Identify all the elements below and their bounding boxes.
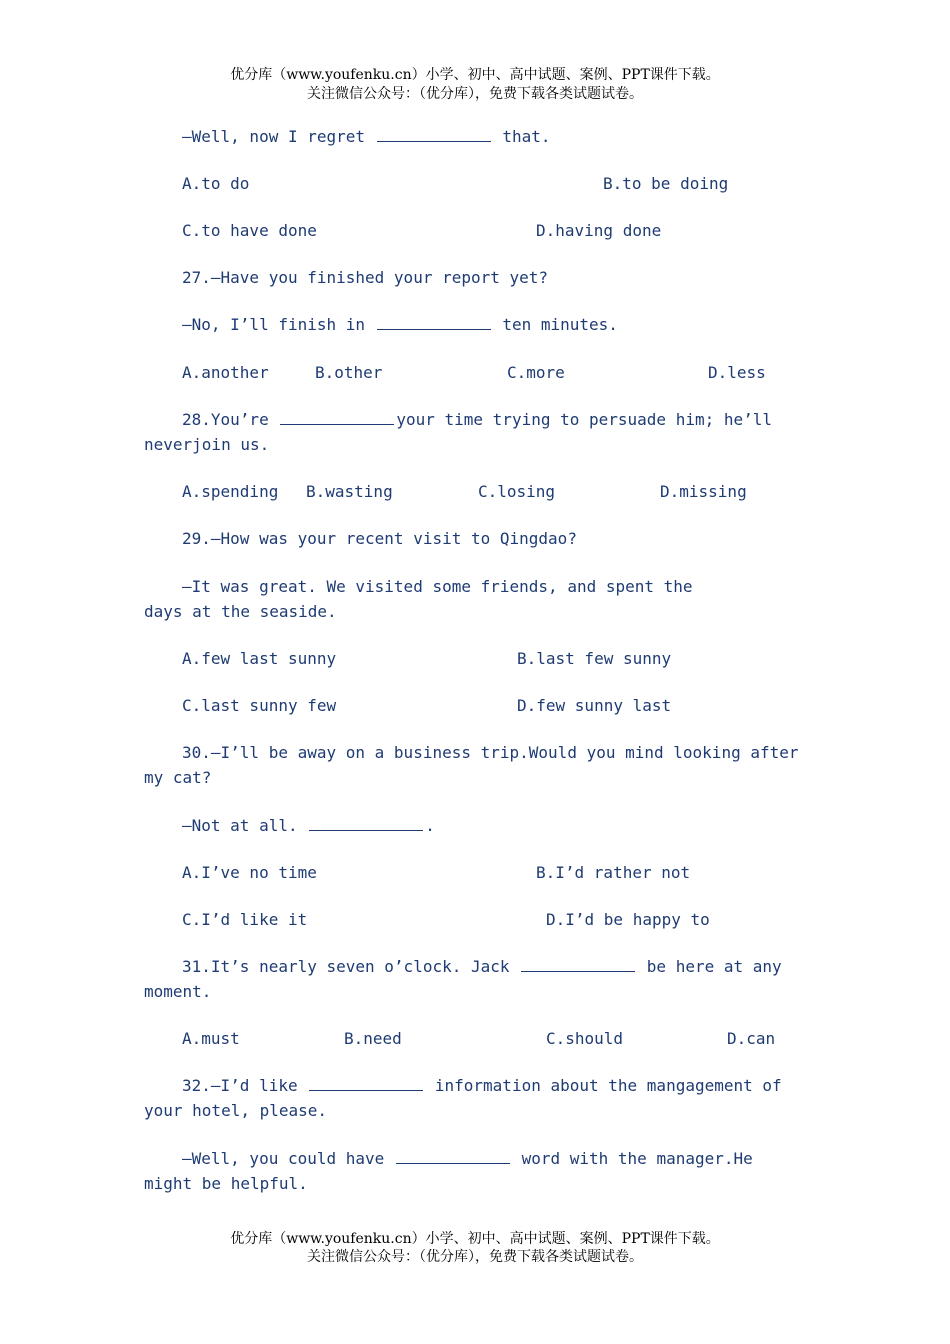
q29-answer-line: —It was great. We visited some friends, and spent the: [182, 577, 693, 596]
q30-answer-line: [182, 816, 435, 836]
header-line-2: 关注微信公众号：（优分库），免费下载各类试题试卷。: [307, 86, 643, 102]
q29-answer-cont: days at the seaside.: [144, 602, 337, 621]
q32-blank-2: [396, 1149, 510, 1164]
q32-answer-cont: might be helpful.: [144, 1174, 308, 1193]
q27-text-b: ten minutes.: [502, 315, 618, 334]
header-line-1: 优分库（www.youfenku.cn）小学、初中、高中试题、案例、PPT课件下载。: [230, 67, 720, 83]
q26-option-b: B.to be doing: [603, 174, 729, 193]
q31-question: [182, 957, 782, 977]
q31-option-d: D.can: [727, 1029, 776, 1048]
q30-option-c: C.I’d like it: [182, 910, 308, 929]
q32-text-b: information about the mangagement of: [434, 1076, 782, 1095]
q30-option-a: A.I’ve no time: [182, 863, 317, 882]
q28-option-b: B.wasting: [306, 482, 393, 501]
q32-text-c: —Well, you could have: [182, 1149, 385, 1168]
q31-text-b: be here at any: [646, 957, 782, 976]
q26-option-d: D.having done: [536, 221, 662, 240]
q29-option-a: A.few last sunny: [182, 649, 337, 668]
q32-blank-1: [309, 1076, 423, 1091]
q27-question: 27.—Have you finished your report yet?: [182, 268, 549, 287]
q31-blank: [521, 957, 635, 972]
q30-blank: [309, 816, 423, 831]
q29-option-d: D.few sunny last: [517, 696, 672, 715]
q30-question: 30.—I’ll be away on a business trip.Would you mind looking after: [182, 743, 799, 762]
q32-text-a: 32.—I’d like: [182, 1076, 298, 1095]
q29-option-c: C.last sunny few: [182, 696, 337, 715]
q27-text-a: —No, I’ll finish in: [182, 315, 366, 334]
q28-option-c: C.losing: [478, 482, 556, 501]
q31-text-a: 31.It’s nearly seven o’clock. Jack: [182, 957, 510, 976]
q30-option-b: B.I’d rather not: [536, 863, 691, 882]
q29-question: 29.—How was your recent visit to Qingdao?: [182, 529, 577, 548]
q28-text-b: your time trying to persuade him; he’ll: [396, 410, 773, 429]
q28-text-a: 28.You’re: [182, 410, 269, 429]
q30-option-d: D.I’d be happy to: [546, 910, 710, 929]
q27-answer-line: [182, 315, 618, 335]
q26-text-b: that.: [502, 127, 551, 146]
q32-question: [182, 1076, 782, 1096]
q29-option-b: B.last few sunny: [517, 649, 672, 668]
q28-question-cont: neverjoin us.: [144, 435, 270, 454]
q26-answer-line: [182, 127, 550, 147]
q30-text-b: .: [425, 816, 435, 835]
q30-text-a: —Not at all.: [182, 816, 298, 835]
q26-blank: [377, 127, 491, 142]
q28-option-a: A.spending: [182, 482, 279, 501]
q27-option-a: A.another: [182, 363, 269, 382]
q32-question-cont: your hotel, please.: [144, 1101, 328, 1120]
q26-text-a: —Well, now I regret: [182, 127, 366, 146]
q32-answer-line: [182, 1149, 753, 1169]
footer-line-2: 关注微信公众号：（优分库），免费下载各类试题试卷。: [307, 1249, 643, 1265]
footer-line-1: 优分库（www.youfenku.cn）小学、初中、高中试题、案例、PPT课件下载。: [230, 1231, 720, 1247]
q27-option-b: B.other: [315, 363, 383, 382]
q27-option-d: D.less: [708, 363, 766, 382]
q31-option-c: C.should: [546, 1029, 624, 1048]
q31-option-a: A.must: [182, 1029, 240, 1048]
q31-question-cont: moment.: [144, 982, 212, 1001]
q31-option-b: B.need: [344, 1029, 402, 1048]
q26-option-a: A.to do: [182, 174, 250, 193]
q28-blank: [280, 410, 394, 425]
q26-option-c: C.to have done: [182, 221, 317, 240]
q32-text-d: word with the manager.He: [521, 1149, 753, 1168]
q28-option-d: D.missing: [660, 482, 747, 501]
q27-option-c: C.more: [507, 363, 565, 382]
q28-question: [182, 410, 772, 430]
q27-blank: [377, 315, 491, 330]
q30-question-cont: my cat?: [144, 768, 212, 787]
